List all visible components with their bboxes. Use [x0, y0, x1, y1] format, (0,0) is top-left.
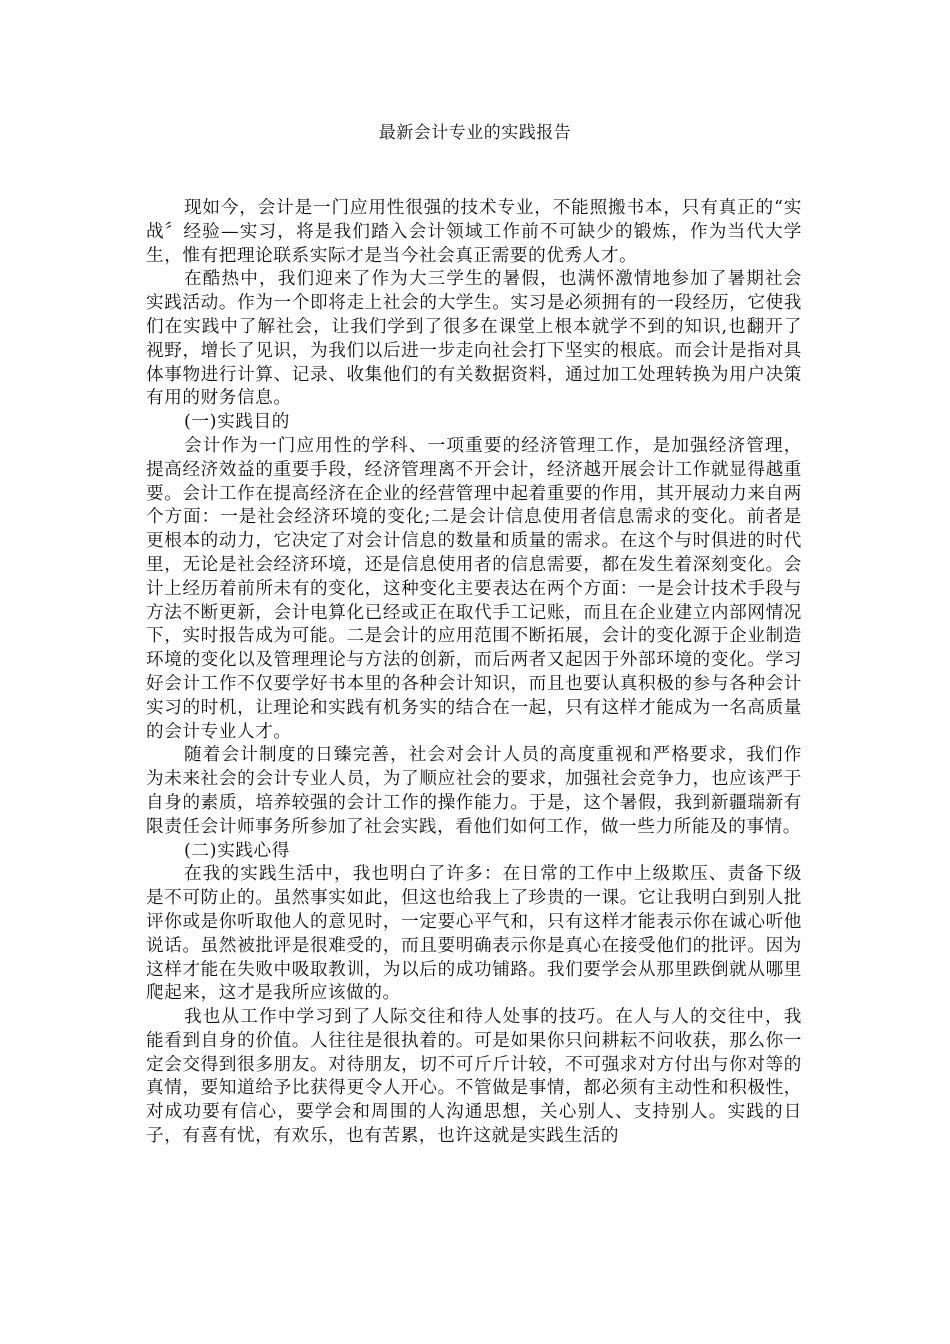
section1-paragraph-2: 随着会计制度的日臻完善，社会对会计人员的高度重视和严格要求，我们作为未来社会的会计专业人员，为了顺应社会的要求，加强社会竞争力，也应该严于自身的素质，培养较强的会计工作的操作能力。于是，这个暑假，我到新疆瑞新有限责任会计师事务所参加了社会实践，看他们如何工作，做一些力所能及的事情。 [146, 745, 802, 837]
document-body [146, 197, 802, 1149]
section2-paragraph-1: 在我的实践生活中，我也明白了许多：在日常的工作中上级欺压、责备下级是不可防止的。虽然事实如此，但这也给我上了珍贵的一课。它让我明白到别人批评你或是你听取他人的意见时，一定要心平气和，只有这样才能表示你在诚心听他说话。虽然被批评是很难受的，而且要明确表示你是真心在接受他们的批评。因为这样才能在失败中吸取教训，为以后的成功铺路。我们要学会从那里跌倒就从哪里爬起来，这才是我所应该做的。 [146, 864, 802, 1004]
intro-paragraph-1: 现如今，会计是一门应用性很强的技术专业，不能照搬书本，只有真正的“实战〞经验—实习，将是我们踏入会计领域工作前不可缺少的锻炼，作为当代大学生，惟有把理论联系实际才是当今社会真正需要的优秀人才。 [146, 198, 802, 266]
section-heading-practice-purpose: (一)实践目的 [184, 412, 290, 433]
document-title: 最新会计专业的实践报告 [378, 123, 572, 143]
intro-paragraph-2: 在酷热中，我们迎来了作为大三学生的暑假，也满怀激情地参加了暑期社会实践活动。作为一个即将走上社会的大学生。实习是必须拥有的一段经历，它使我们在实践中了解社会，让我们学到了很多在课堂上根本就学不到的知识,也翻开了视野，增长了见识，为我们以后进一步走向社会打下坚实的根底。而会计是指对具体事物进行计算、记录、收集他们的有关数据资料，通过加工处理转换为用户决策有用的财务信息。 [146, 269, 802, 409]
section-heading-practice-insights: (二)实践心得 [184, 840, 290, 861]
section1-paragraph-1: 会计作为一门应用性的学科、一项重要的经济管理工作，是加强经济管理，提高经济效益的重要手段，经济管理离不开会计，经济越开展会计工作就显得越重要。会计工作在提高经济在企业的经营管理中起着重要的作用，其开展动力来自两个方面：一是社会经济环境的变化;二是会计信息使用者信息需求的变化。前者是更根本的动力，它决定了对会计信息的数量和质量的需求。在这个与时俱进的时代里，无论是社会经济环境，还是信息使用者的信息需要，都在发生着深刻变化。会计上经历着前所未有的变化，这种变化主要表达在两个方面：一是会计技术手段与方法不断更新，会计电算化已经或正在取代手工记账，而且在企业建立内部网情况下，实时报告成为可能。二是会计的应用范围不断拓展，会计的变化源于企业制造环境的变化以及管理理论与方法的创新，而后两者又起因于外部环境的变化。学习好会计工作不仅要学好书本里的各种会计知识，而且也要认真积极的参与各种会计实习的时机，让理论和实践有机务实的结合在一起，只有这样才能成为一名高质量的会计专业人才。 [146, 435, 802, 742]
section2-paragraph-2: 我也从工作中学习到了人际交往和待人处事的技巧。在人与人的交往中，我能看到自身的价值。人往往是很执着的。可是如果你只问耕耘不问收获，那么你一定会交得到很多朋友。对待朋友，切不可斤斤计较，不可强求对方付出与你对等的真情，要知道给予比获得更令人开心。不管做是事情，都必须有主动性和积极性，对成功要有信心，要学会和周围的人沟通思想，关心别人、支持别人。实践的日子，有喜有忧，有欢乐，也有苦累，也许这就是实践生活的 [146, 1007, 802, 1147]
